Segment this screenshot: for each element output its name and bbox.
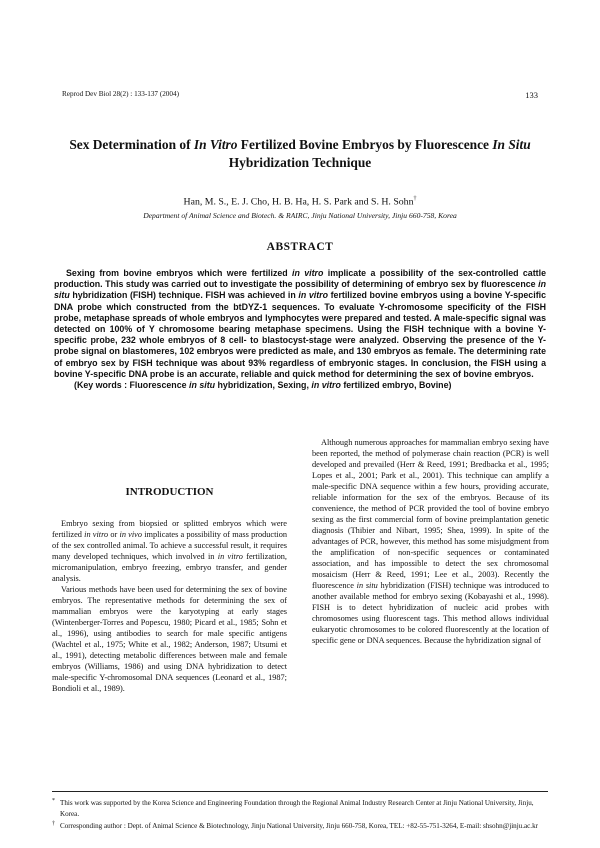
footnote-funding: * This work was supported by the Korea Science and Engineering Foundation through the Regional Animal Industry Research Center at Jinju National University, Jinju, Korea. <box>52 798 534 818</box>
author-list: Han, M. S., E. J. Cho, H. B. Ha, H. S. Park and S. H. Sohn† <box>183 196 417 208</box>
key-words: (Key words : Fluorescence in situ hybridization, Sexing, in vitro fertilized embryo, Bovine) <box>74 380 452 391</box>
footnote-corresponding: † Corresponding author : Dept. of Animal Science & Biotechnology, Jinju National University, Jinju 660-758, Korea, TEL: +82-55-751-3264, E-mail: shsohn@jinju.ac.kr <box>52 821 538 830</box>
abstract-body <box>54 268 546 391</box>
abstract-paragraph: Sexing from bovine embryos which were fertilized in vitro implicate a possibility of the sex-controlled cattle production. This study was carried out to investigate the possibility of determining of embryo sex by fluorescence in situ hybridization (FISH) technique. FISH was achieved in in vitro fertilized bovine embryos using a bovine Y-specific DNA probe which constructed from the btDYZ-1 sequences. To evaluate Y-chromosome specificity of the FISH probe, metaphase spreads of whole embryos and lymphocytes were prepared and tested. A male-specific signal was detected on 100% of Y chromosome bearing metaphase specimens. Using the FISH technique with a bovine Y-specific probe, 232 whole embryos of 8 cell- to blastocyst-stage were analyzed. Observing the presence of the Y-probe signal on blastomeres, 102 embryos were predicted as male, and 130 embryos as female. The determining rate of embryo sex by FISH technique was about 93% regardless of embryonic stages. In conclusion, the FISH using a bovine Y-specific DNA probe is an accurate, reliable and quick method for determining the sex of bovine embryos. <box>54 268 547 379</box>
left-column <box>52 487 287 694</box>
page-number: 133 <box>525 90 538 100</box>
journal-citation: Reprod Dev Biol 28(2) : 133-137 (2004) <box>62 90 179 98</box>
intro-paragraph-1: Embryo sexing from biopsied or splitted embryos which were fertilized in vitro or in vivo implicates a possibility of mass production of the sex controlled animal. To achieve a successful result, it requires many developed techniques, which involved in in vitro fertilization, micromanipulation, embryo freezing, embryo transfer, and gender analysis. <box>52 519 288 583</box>
paper-title: Sex Determination of In Vitro Fertilized Bovine Embryos by Fluorescence In Situ Hybridization Technique <box>69 137 531 170</box>
footnote-divider <box>52 791 548 792</box>
corresponding-author-mark: † <box>413 196 417 202</box>
intro-paragraph-2: Various methods have been used for determining the sex of bovine embryos. The representative methods for determining the sex of mammalian embryos were the karyotyping at early stages (Wintenberger-Torres and Popescu, 1980; Picard et al., 1985; Sohn et al., 1996), using antibodies to search for male specific antigens (Wachtel et al., 1975; White et al., 1982; Anderson, 1987; Utsumi et al., 1991), detecting metabolic differences between male and female embryos (Williams, 1986) and using DNA hybridization to detect male-specific Y-chromosomal DNA sequences (Leonard et al., 1987; Bondioli et al., 1989). <box>52 585 287 693</box>
right-column <box>312 437 549 646</box>
intro-paragraph-3: Although numerous approaches for mammalian embryo sexing have been reported, the method of polymerase chain reaction (PCR) is well developed and prevailed (Herr & Reed, 1991; Bredbacka et al., 1995; Lopes et al., 2001; Park et al., 2001). This technique can amplify a male-specific DNA sequence within a few hours, providing accurate, reliable information for the sex of the embryos. Because of its convenience, the method of PCR provided the tool of bovine embryo sexing as the first commercial form of bovine preimplantation genetic diagnosis (Thibier and Nibart, 1995; Shea, 1999). In spite of the advantages of PCR, however, this method has some misjudgment from the amplification of non-specific sequences or contaminated association, and has impossible to detect the sex chromosomal mosaicism (Herr & Reed, 1991; Lee et al., 2003). Recently the fluorescence in situ hybridization (FISH) technique was introduced to another available method for embryo sexing (Kobayashi et al., 1998). FISH is to detect hybridization of nucleic acid probes with chromosomes using fluorescent tags. This method allows individual eukaryotic chromosomes to be colored fluorescently at the location of specific gene or DNA sequences. Because the hybridization signal of <box>312 438 549 645</box>
footnotes <box>52 798 548 834</box>
abstract-heading: ABSTRACT <box>266 241 334 253</box>
running-head <box>62 90 538 100</box>
introduction-heading: INTRODUCTION <box>125 486 214 498</box>
affiliation: Department of Animal Science and Biotech. & RAIRC, Jinju National University, Jinju 660-758, Korea <box>143 211 457 220</box>
